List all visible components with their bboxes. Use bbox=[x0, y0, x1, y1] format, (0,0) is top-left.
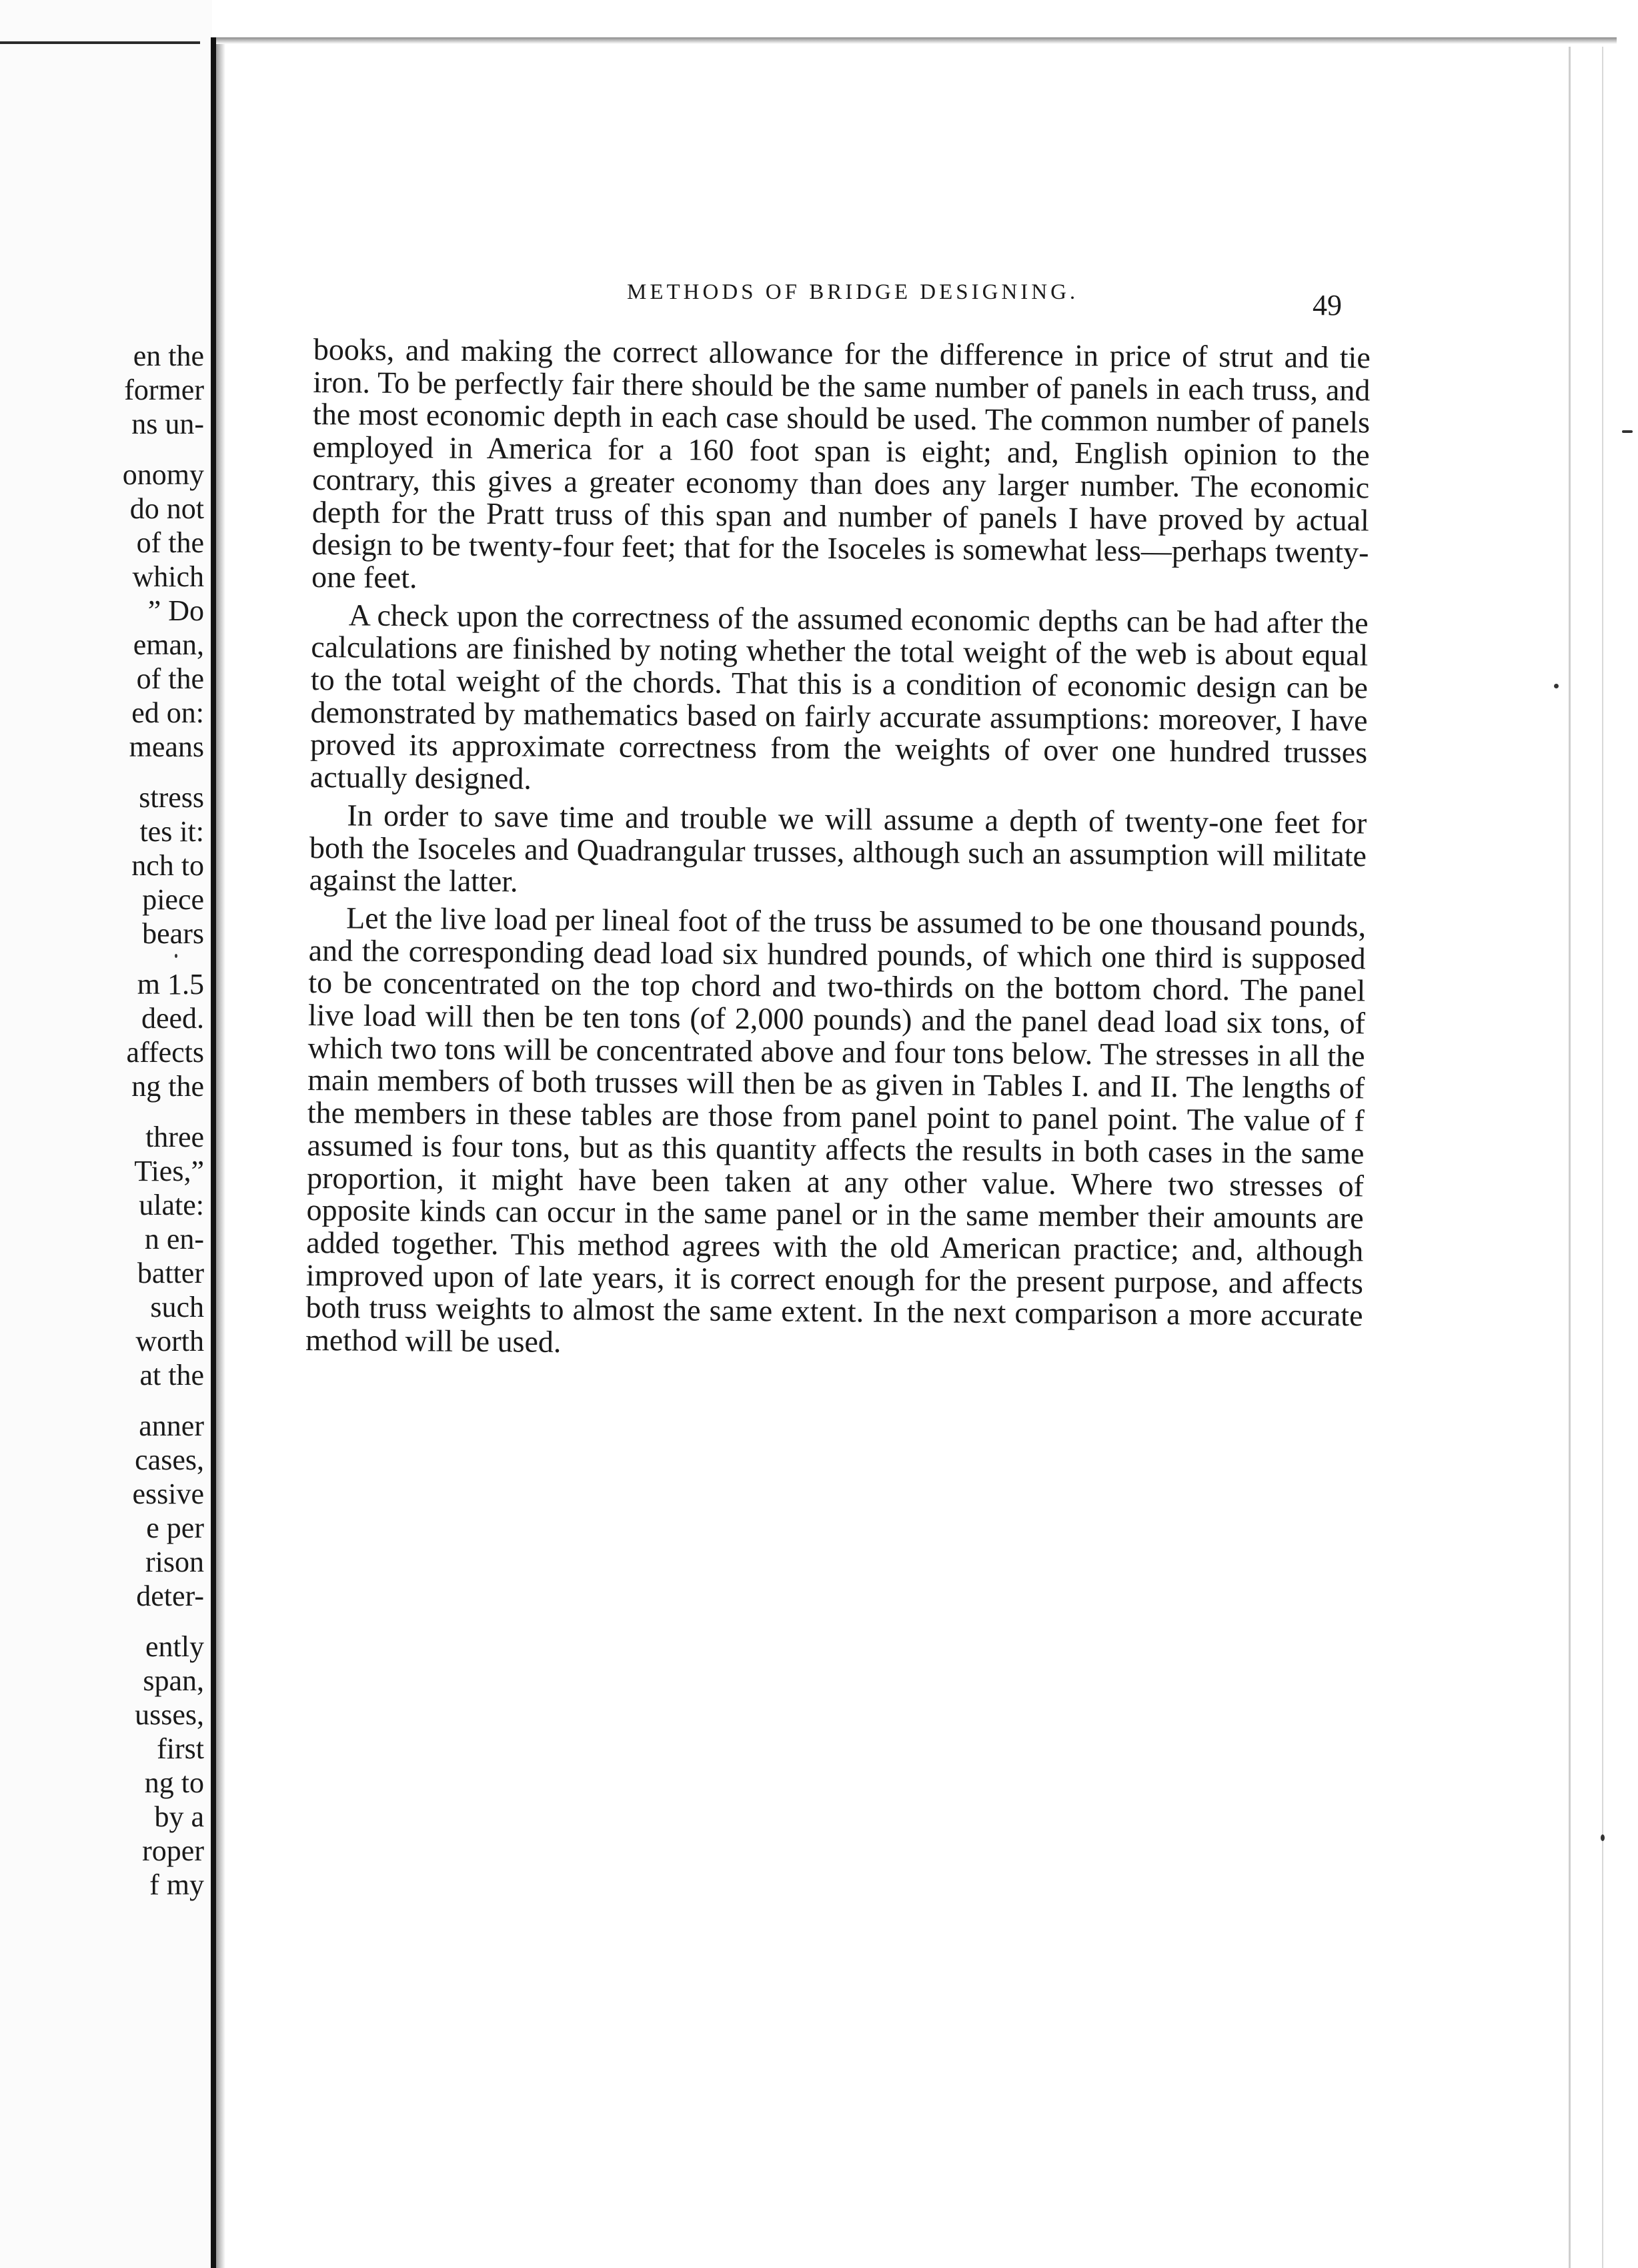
left-page-line: ed on: bbox=[131, 696, 204, 729]
running-head: METHODS OF BRIDGE DESIGNING. bbox=[627, 280, 1079, 304]
left-fragment-gap bbox=[4, 764, 204, 780]
left-page-line: deed. bbox=[141, 1002, 204, 1035]
left-page-line: three bbox=[145, 1121, 204, 1153]
left-facing-page bbox=[0, 0, 212, 2268]
left-page-line: batter bbox=[137, 1257, 204, 1289]
body-text bbox=[305, 334, 1371, 1365]
left-page-line: e per bbox=[146, 1512, 204, 1544]
left-page-line: means bbox=[129, 730, 204, 763]
left-fragment-gap bbox=[4, 441, 204, 458]
ink-speck bbox=[1554, 684, 1559, 688]
page-right-edge-outer bbox=[1602, 47, 1603, 2268]
left-page-line: of the bbox=[136, 526, 204, 559]
paragraph-4: Let the live load per lineal foot of the truss be assumed to be one thousand pounds, and the corresponding dead load six hundred pounds, of which one third is supposed to be concentrated on the top chord and two-thirds on the bottom chord. The panel live load will then be ten tons (of 2,000 pounds) and the panel dead load six tons, of which two tons will be concentrated above and four tons below. The stresses in all the main members of both trusses will then be as given in Tables I. and II. The lengths of the members in these tables are those from panel point to panel point. The value of f assumed is four tons, but as this quantity affects the results in both cases in the same proportion, it might have been taken at any other value. Where two stresses of opposite kinds can occur in the same panel or in the same member their amounts are added together. This method agrees with the old American practice; and, although improved upon of late years, it is correct enough for the present purpose, and affects both truss weights to almost the same extent. In the next comparison a more accurate method will be used. bbox=[305, 901, 1367, 1359]
left-fragment-gap bbox=[4, 951, 204, 967]
left-page-line: cases, bbox=[135, 1444, 204, 1476]
left-page-line: tes it: bbox=[139, 815, 204, 848]
left-page-line: ng to bbox=[144, 1766, 204, 1799]
left-page-line: ulate: bbox=[139, 1189, 204, 1221]
left-page-line: en the bbox=[133, 340, 204, 372]
left-page-line: affects bbox=[126, 1036, 204, 1069]
ink-speck bbox=[1601, 1834, 1605, 1841]
left-page-line: essive bbox=[132, 1478, 204, 1510]
page-top-edge bbox=[216, 37, 1617, 44]
left-fragment-gap bbox=[4, 1392, 204, 1409]
gutter-shadow bbox=[216, 37, 225, 2268]
left-page-line: rison bbox=[145, 1546, 204, 1578]
left-page-line: which bbox=[132, 560, 204, 593]
left-page-line: ns un- bbox=[131, 408, 204, 440]
left-page-line: piece bbox=[142, 883, 204, 916]
ink-speck bbox=[1622, 430, 1633, 433]
left-page-line: former bbox=[124, 374, 204, 406]
left-page-line: n en- bbox=[144, 1223, 204, 1255]
left-page-line: bears bbox=[142, 917, 204, 950]
left-page-line: eman, bbox=[133, 628, 204, 661]
paragraph-3: In order to save time and trouble we will assume a depth of twenty-one feet for both the Isoceles and Quadrangular trusses, although such an assumption will militate against the latter. bbox=[309, 798, 1367, 899]
left-page-line: Ties,” bbox=[134, 1155, 204, 1187]
page-number: 49 bbox=[1313, 289, 1342, 322]
left-page-line: onomy bbox=[122, 458, 204, 491]
left-page-line: ng the bbox=[131, 1070, 204, 1103]
left-page-line: m 1.5 bbox=[137, 968, 204, 1001]
page-right-edge bbox=[1569, 47, 1571, 2268]
left-page-line: first bbox=[157, 1732, 204, 1765]
book-gutter bbox=[211, 37, 216, 2268]
left-page-line: usses, bbox=[135, 1698, 204, 1731]
left-page-line: of the bbox=[136, 662, 204, 695]
left-page-line: nch to bbox=[131, 849, 204, 882]
left-page-line: deter- bbox=[136, 1580, 204, 1612]
left-page-line: f my bbox=[149, 1868, 204, 1901]
left-page-text-fragments bbox=[4, 339, 204, 1902]
left-page-line: stress bbox=[139, 781, 204, 814]
left-page-line: by a bbox=[154, 1800, 204, 1833]
left-page-top-rule bbox=[0, 41, 200, 44]
left-page-line: ently bbox=[145, 1630, 204, 1663]
left-page-line: at the bbox=[139, 1359, 204, 1391]
left-page-line: such bbox=[150, 1291, 204, 1323]
ink-speck bbox=[175, 954, 177, 958]
left-page-line: span, bbox=[143, 1664, 204, 1697]
paragraph-2: A check upon the correctness of the assumed economic depths can be had after the calculations are finished by noting whether the total weight of the web is about equal to the total weight of the chords. That this is a condition of economic design can be demonstrated by mathematics based on fairly accurate assumptions: moreover, I have proved its approximate correctness from the weights of over one hundred trusses actually designed. bbox=[309, 598, 1369, 796]
left-page-line: roper bbox=[142, 1834, 204, 1867]
left-page-line: worth bbox=[135, 1325, 204, 1357]
left-fragment-gap bbox=[4, 1613, 204, 1630]
left-page-line: anner bbox=[139, 1409, 204, 1442]
left-fragment-gap bbox=[4, 1103, 204, 1120]
left-page-line: do not bbox=[129, 492, 204, 525]
paragraph-1: books, and making the correct allowance for the difference in price of strut and tie iron. To be perfectly fair there should be the same number of panels in each truss, and the most economic depth in each case should be used. The common number of panels employed in America for a 160 foot span is eight; and, English opinion to the contrary, this gives a greater economy than does any larger number. The economic depth for the Pratt truss of this span and number of panels I have proved by actual design to be twenty-four feet; that for the Isoceles is somewhat less—perhaps twenty-one feet. bbox=[311, 332, 1371, 595]
left-page-line: ” Do bbox=[147, 594, 204, 627]
